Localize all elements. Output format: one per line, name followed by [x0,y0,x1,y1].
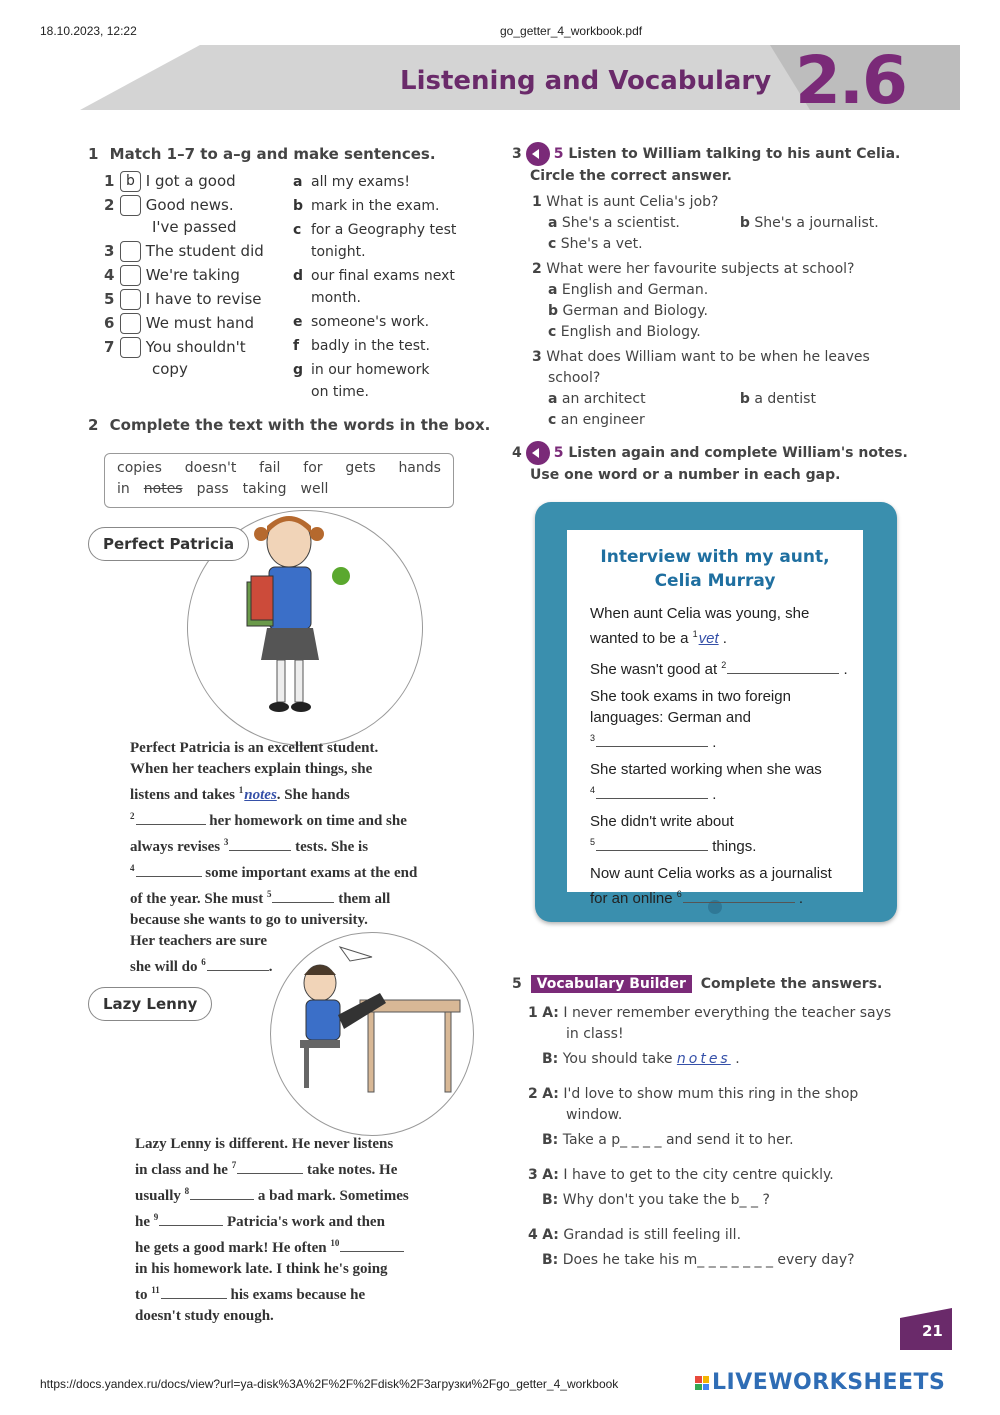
ex1-number: 1 [88,145,99,163]
ex5-item: 2 A: I'd love to show mum this ring in the shop window. B: Take a p_ _ _ _ and send it to her. [528,1086,859,1148]
word-box-row: in notes pass taking well [117,481,329,497]
answer-box[interactable] [120,337,141,358]
print-doc-title: go_getter_4_workbook.pdf [500,24,643,38]
ex1-instruction: Match 1–7 to a–g and make sentences. [109,145,436,163]
gap-4[interactable] [136,863,202,877]
section-title: Listening and Vocabulary [400,66,772,96]
ex5-item: 1 A: I never remember everything the teacher says in class! B: You should take notes . [528,1005,892,1067]
ex1-item: 5 I have to revise [104,290,262,308]
print-url: https://docs.yandex.ru/docs/view?url=ya-disk%3A%2F%2F%2Fdisk%2F3агрузки%2Fgo_getter_4_workbook [40,1377,619,1391]
example-answer: vet [698,630,719,647]
liveworksheets-watermark: LIVEWORKSHEETS [712,1370,946,1395]
ex5-answer-3[interactable]: b_ _ [730,1192,758,1208]
ex5-example-answer: notes [676,1051,731,1067]
answer-box[interactable] [120,289,141,310]
notes-gap-5[interactable] [596,837,708,851]
ex5-heading: 5 Vocabulary Builder Complete the answers. [512,976,883,992]
notes-body: When aunt Celia was young, she wanted to be a $^1$vet . She wasn't good at $^2$ . She took exams in two foreign languages: German and $^3$ . She started working when she was $^4$ . She didn't write about $^5$ things. Now aunt Celia works as a journalist for an online $^6$ . [590,605,848,907]
liveworksheets-logo-icon [695,1376,709,1390]
word-box-row: copies doesn't fail for gets hands [117,460,441,476]
ex3-questions: 1 What is aunt Celia's job? a She's a scientist. b She's a journalist. c She's a vet. 2 What were her favourite subjects at school? a English and German. b German and Biology. c English and Biology. 3 What does William want to be when he leaves school? a an architect b a dentist c an engineer [532,194,879,428]
ex1-item: 3 The student did [104,242,264,260]
notes-gap-4[interactable] [596,785,708,799]
ex1-item: 2 Good news. [104,196,234,214]
ex5-item: 4 A: Grandad is still feeling ill. B: Does he take his m_ _ _ _ _ _ _ every day? [528,1227,855,1268]
example-answer: notes [244,787,277,803]
gap-6[interactable] [207,957,269,971]
gap-8[interactable] [190,1186,254,1200]
word-box [104,453,454,508]
gap-10[interactable] [340,1238,404,1252]
lenny-label: Lazy Lenny [88,987,212,1021]
gap-7[interactable] [237,1160,303,1174]
ex5-answer-4[interactable]: m_ _ _ _ _ _ _ [683,1252,773,1268]
ex1-item: 1 b I got a good [104,172,236,190]
notes-gap-6[interactable] [683,889,795,903]
ex5-answer-2[interactable]: p_ _ _ _ [611,1132,662,1148]
print-timestamp: 18.10.2023, 12:22 [40,24,137,38]
gap-9[interactable] [159,1212,223,1226]
patricia-label: Perfect Patricia [88,527,249,561]
ex4-heading: 4 5 Listen again and complete William's notes. Use one word or a number in each gap. [512,441,912,486]
ex5-item: 3 A: I have to get to the city centre quickly. B: Why don't you take the b_ _ ? [528,1167,834,1208]
ex2-heading: 2 Complete the text with the words in the box. [88,416,491,434]
audio-play-icon[interactable] [526,142,550,166]
unit-number: 2.6 [795,42,906,119]
lenny-text: Lazy Lenny is different. He never listens in class and he $^7$ take notes. He usually $^8$ a bad mark. Sometimes he $^9$ Patricia's work and then he gets a good mark! He often $^{10}$ in his homework late. I think he's going to $^{11}$ his exams because he doesn't study enough. [135,1136,409,1324]
answer-box[interactable] [120,265,141,286]
ex1-items: 1 b I got a good 2 Good news. I've passed 3 The student did 4 We're taking 5 I have to revise 6 We must hand 7 You shouldn't copy [104,171,284,383]
gap-5[interactable] [272,889,334,903]
page-number: 21 [922,1322,943,1340]
ex1-heading [88,144,436,165]
lenny-illustration [290,945,470,1095]
ex1-item: 6 We must hand [104,314,255,332]
gap-11[interactable] [161,1285,227,1299]
notes-title: Interview with my aunt, Celia Murray [600,547,830,591]
notes-gap-2[interactable] [727,660,839,674]
notes-gap-3[interactable] [596,733,708,747]
patricia-illustration [245,512,365,717]
patricia-text: Perfect Patricia is an excellent student. When her teachers explain things, she listens and takes $^1$notes. She hands $^2$ her homework on time and she always revises $^3$ tests. She is $^4$ some important exams at the end of the year. She must $^5$ them all because she wants to go to university. Her teachers are sure she will do $^6$ . [130,740,418,975]
answer-box[interactable] [120,195,141,216]
gap-2[interactable] [136,811,206,825]
answer-box[interactable] [120,313,141,334]
ex3-heading: 3 5 Listen to William talking to his aunt Celia. Circle the correct answer. [512,142,912,187]
ex1-item: 7 You shouldn't [104,338,246,356]
ex1-item: 4 We're taking [104,266,240,284]
vocabulary-builder-badge: Vocabulary Builder [531,975,692,993]
answer-box[interactable]: b [120,171,141,192]
gap-3[interactable] [229,837,291,851]
answer-box[interactable] [120,241,141,262]
audio-play-icon[interactable] [526,441,550,465]
ex5-items [528,1003,908,1271]
ex1-endings: a all my exams! b mark in the exam. c for a Geography test tonight. d our final exams next month. e someone's work. f badly in the test. g in our homework on time. [293,174,457,400]
